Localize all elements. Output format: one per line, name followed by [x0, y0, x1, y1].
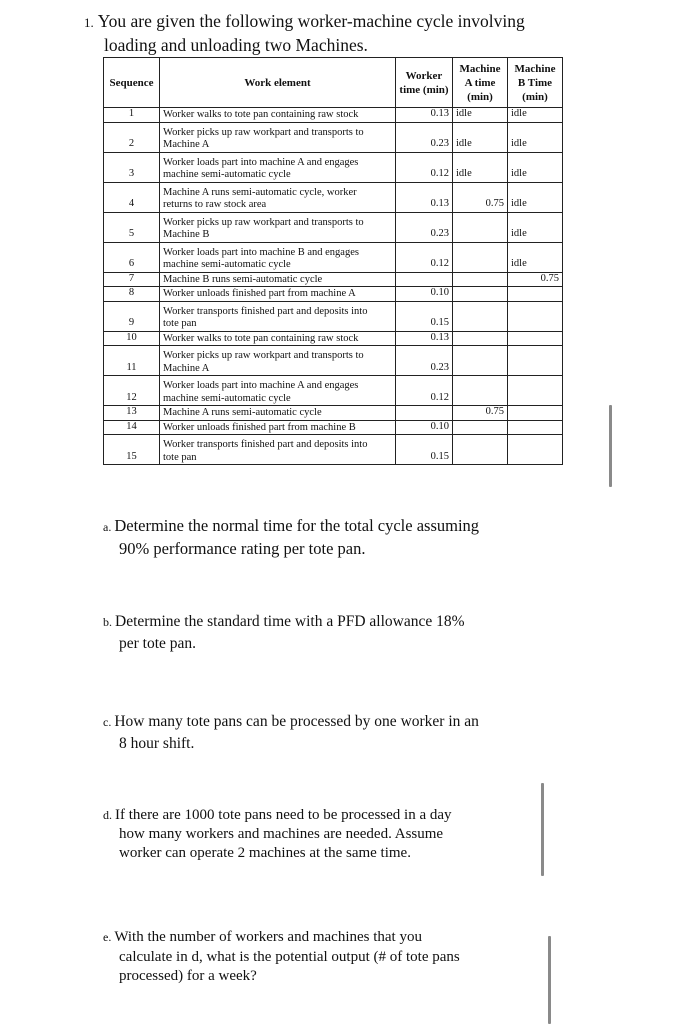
header-machine-b-l2: B Time — [517, 76, 553, 89]
question-b-label: b. — [103, 615, 112, 629]
work-element-line: machine semi-automatic cycle — [163, 259, 291, 270]
header-worker-time — [396, 58, 453, 108]
question-e-line1: With the number of workers and machines that you — [114, 929, 422, 945]
question-b-line2: per tote pan. — [119, 635, 197, 652]
cell-worker-time: 0.10 — [396, 287, 453, 302]
work-element-line: Machine B — [163, 229, 210, 240]
question-c — [103, 711, 533, 754]
work-element-line: machine semi-automatic cycle — [163, 392, 291, 404]
cell-worker-time: 0.13 — [396, 182, 453, 212]
question-b-line1: Determine the standard time with a PFD allowance 18% — [115, 613, 465, 630]
cell-sequence: 8 — [104, 287, 160, 302]
header-machine-b — [508, 58, 563, 108]
cell-sequence: 2 — [104, 122, 160, 152]
cell-worker-time: 0.23 — [396, 122, 453, 152]
scrollbar-handle[interactable] — [609, 405, 612, 487]
cell-work-element — [160, 152, 396, 182]
cell-machine-a-time — [453, 331, 508, 346]
cell-machine-b-time: 0.75 — [508, 272, 563, 287]
cell-machine-a-time — [453, 272, 508, 287]
cell-sequence: 1 — [104, 108, 160, 123]
question-e-label: e. — [103, 930, 112, 944]
work-element-line: Worker picks up raw workpart and transports to — [163, 126, 364, 138]
cell-work-element — [160, 301, 396, 331]
work-element-line: tote pan — [163, 318, 197, 329]
cell-worker-time: 0.10 — [396, 420, 453, 435]
cell-work-element — [160, 435, 396, 465]
cell-machine-b-time: idle — [508, 122, 563, 152]
table-header-row — [104, 58, 563, 108]
cell-work-element — [160, 420, 396, 435]
question-d-line1: If there are 1000 tote pans need to be processed in a day — [115, 807, 452, 823]
cell-machine-b-time — [508, 376, 563, 406]
cell-work-element — [160, 242, 396, 272]
table-row — [104, 420, 563, 435]
work-element-line: Worker walks to tote pan containing raw stock — [163, 332, 359, 344]
header-machine-b-l3: (min) — [522, 90, 548, 103]
work-element-line: Machine A — [163, 362, 210, 374]
margin-rule — [541, 783, 544, 876]
cell-worker-time: 0.13 — [396, 331, 453, 346]
cell-machine-a-time: 0.75 — [453, 406, 508, 421]
question-e-line2: calculate in d, what is the potential output (# of tote pans — [119, 948, 460, 965]
table-row — [104, 406, 563, 421]
margin-rule — [548, 936, 551, 1024]
cell-machine-a-time — [453, 420, 508, 435]
cell-machine-a-time — [453, 242, 508, 272]
table-row — [104, 212, 563, 242]
cell-sequence: 11 — [104, 346, 160, 376]
header-sequence: Sequence — [104, 58, 160, 108]
header-machine-a-l3: (min) — [467, 90, 493, 103]
cell-machine-b-time: idle — [508, 152, 563, 182]
question-1-line1: You are given the following worker-machine cycle involving — [97, 11, 525, 31]
cell-machine-b-time: idle — [508, 108, 563, 123]
cell-machine-a-time — [453, 346, 508, 376]
work-element-line: Worker loads part into machine A and engages — [163, 156, 359, 168]
cell-work-element — [160, 122, 396, 152]
question-a-label: a. — [103, 520, 112, 534]
work-element-line: returns to raw stock area — [163, 199, 267, 210]
cell-machine-b-time — [508, 406, 563, 421]
cell-machine-a-time — [453, 301, 508, 331]
work-element-line: Worker transports finished part and deposits into — [163, 305, 368, 317]
cell-machine-a-time: idle — [453, 152, 508, 182]
cell-sequence: 5 — [104, 212, 160, 242]
question-c-label: c. — [103, 715, 112, 729]
question-a-line1: Determine the normal time for the total cycle assuming — [114, 516, 480, 535]
cell-machine-b-time — [508, 301, 563, 331]
work-element-line: Worker transports finished part and deposits into — [163, 439, 368, 450]
question-b — [103, 611, 533, 654]
work-element-line: Worker loads part into machine A and engages — [163, 380, 359, 391]
cell-machine-b-time — [508, 346, 563, 376]
question-d-line2: how many workers and machines are needed. Assume — [119, 826, 444, 842]
cell-work-element — [160, 272, 396, 287]
header-worker-time-l2: time (min) — [399, 83, 449, 96]
table-row — [104, 301, 563, 331]
question-e — [103, 928, 533, 987]
table-row — [104, 182, 563, 212]
cell-machine-a-time: 0.75 — [453, 182, 508, 212]
cell-machine-b-time — [508, 287, 563, 302]
cell-sequence: 13 — [104, 406, 160, 421]
header-machine-a — [453, 58, 508, 108]
header-worker-time-l1: Worker — [405, 69, 443, 82]
cell-work-element — [160, 182, 396, 212]
table-row — [104, 108, 563, 123]
work-element-line: Machine A — [163, 139, 210, 150]
question-c-line1: How many tote pans can be processed by one worker in an — [114, 713, 479, 730]
cell-machine-b-time: idle — [508, 182, 563, 212]
table-row — [104, 331, 563, 346]
cell-machine-b-time — [508, 420, 563, 435]
header-machine-a-l1: Machine — [459, 62, 501, 75]
cell-sequence: 14 — [104, 420, 160, 435]
question-d — [103, 806, 533, 863]
cell-machine-a-time: idle — [453, 122, 508, 152]
table-row — [104, 272, 563, 287]
cell-work-element — [160, 108, 396, 123]
cell-work-element — [160, 406, 396, 421]
question-1-line2: loading and unloading two Machines. — [104, 35, 368, 55]
cell-worker-time: 0.12 — [396, 376, 453, 406]
cell-worker-time: 0.12 — [396, 152, 453, 182]
cell-worker-time: 0.13 — [396, 108, 453, 123]
work-element-line: machine semi-automatic cycle — [163, 169, 291, 180]
cell-work-element — [160, 331, 396, 346]
work-element-line: Worker picks up raw workpart and transports to — [163, 216, 364, 228]
work-element-line: Worker unloads finished part from machine A — [163, 288, 356, 299]
table-row — [104, 242, 563, 272]
cell-work-element — [160, 376, 396, 406]
question-d-label: d. — [103, 808, 112, 822]
question-1-number: 1. — [84, 15, 94, 30]
work-element-line: tote pan — [163, 451, 197, 463]
cell-sequence: 4 — [104, 182, 160, 212]
table-row — [104, 287, 563, 302]
table-row — [104, 376, 563, 406]
cell-machine-a-time — [453, 376, 508, 406]
cell-worker-time: 0.23 — [396, 346, 453, 376]
work-element-line: Machine A runs semi-automatic cycle, worker — [163, 186, 357, 198]
cell-machine-b-time: idle — [508, 212, 563, 242]
question-c-line2: 8 hour shift. — [119, 735, 195, 752]
work-element-line: Machine B runs semi-automatic cycle — [163, 273, 323, 285]
question-e-line3: processed) for a week? — [119, 968, 257, 984]
cell-worker-time: 0.23 — [396, 212, 453, 242]
cell-sequence: 9 — [104, 301, 160, 331]
cell-worker-time: 0.15 — [396, 435, 453, 465]
table-row — [104, 435, 563, 465]
table-row — [104, 346, 563, 376]
cell-machine-a-time — [453, 287, 508, 302]
work-element-line: Worker loads part into machine B and engages — [163, 246, 359, 258]
cell-worker-time: 0.15 — [396, 301, 453, 331]
question-a-line2: 90% performance rating per tote pan. — [119, 539, 366, 558]
table-row — [104, 152, 563, 182]
cell-machine-a-time — [453, 435, 508, 465]
header-work-element: Work element — [160, 58, 396, 108]
table-row — [104, 122, 563, 152]
question-1 — [84, 10, 564, 56]
cell-worker-time — [396, 272, 453, 287]
cell-worker-time: 0.12 — [396, 242, 453, 272]
work-element-line: Worker picks up raw workpart and transports to — [163, 350, 364, 361]
work-element-line: Machine A runs semi-automatic cycle — [163, 407, 322, 418]
cell-sequence: 6 — [104, 242, 160, 272]
cell-sequence: 3 — [104, 152, 160, 182]
cell-work-element — [160, 287, 396, 302]
work-element-line: Worker walks to tote pan containing raw stock — [163, 109, 359, 120]
cell-machine-b-time — [508, 331, 563, 346]
cell-sequence: 15 — [104, 435, 160, 465]
question-d-line3: worker can operate 2 machines at the same time. — [119, 845, 411, 861]
cell-work-element — [160, 212, 396, 242]
cell-worker-time — [396, 406, 453, 421]
cell-sequence: 12 — [104, 376, 160, 406]
worker-machine-cycle-table — [103, 57, 563, 465]
work-element-line: Worker unloads finished part from machine B — [163, 421, 356, 433]
cell-machine-b-time: idle — [508, 242, 563, 272]
cell-machine-b-time — [508, 435, 563, 465]
cell-machine-a-time — [453, 212, 508, 242]
cell-sequence: 10 — [104, 331, 160, 346]
question-a — [103, 515, 533, 559]
cell-work-element — [160, 346, 396, 376]
header-machine-b-l1: Machine — [514, 62, 556, 75]
header-machine-a-l2: A time — [464, 76, 496, 89]
cell-machine-a-time: idle — [453, 108, 508, 123]
table-body — [104, 108, 563, 465]
cell-sequence: 7 — [104, 272, 160, 287]
